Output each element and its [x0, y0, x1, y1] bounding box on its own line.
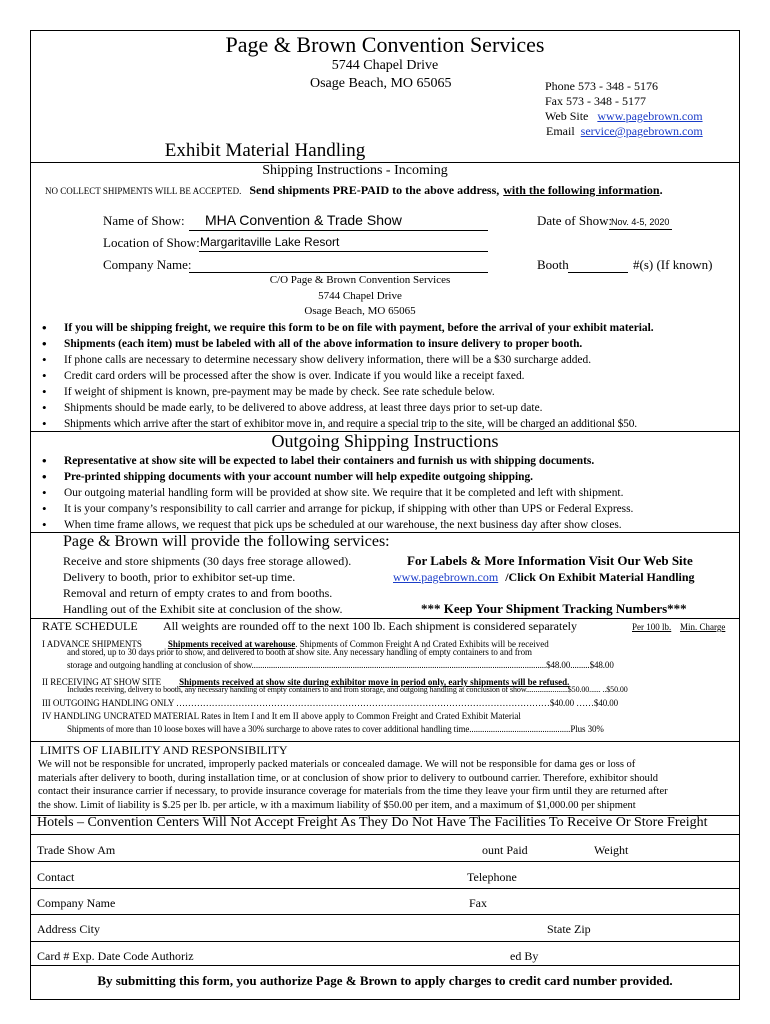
list-item: • It is your company’s responsibility to call carrier and arrange for pickup, if shipping with other than UPS or Federal Express.	[40, 501, 633, 517]
rate-row-2-line2: Includes receiving, delivery to booth, any necessary handling of empty containers to and from storage, and outgoing handling at conclusion of show......................$50.00...... ..$50.00	[67, 685, 628, 694]
rate-rounding-note: All weights are rounded off to the next 100 lb. Each shipment is considered separately	[163, 619, 577, 633]
company-email	[546, 124, 703, 139]
date-of-show-underline	[609, 229, 672, 230]
service-item: Removal and return of empty crates to and from booths.	[63, 586, 333, 600]
list-item: • Shipments should be made early, to be delivered to above address, at least three days prior to set-up date.	[40, 400, 654, 416]
rate-schedule-heading: RATE SCHEDULE	[42, 619, 138, 633]
company-address-line1: 5744 Chapel Drive	[331, 58, 439, 73]
website-link[interactable]: www.pagebrown.com	[597, 109, 703, 123]
company-phone: Phone 573 - 348 - 5176	[545, 79, 658, 93]
list-item: • Shipments (each item) must be labeled with all of the above information to insure delivery to proper booth.	[40, 336, 654, 352]
date-of-show-label: Date of Show:	[537, 213, 613, 228]
location-underline	[199, 251, 488, 252]
liability-line: contact their insurance carrier if necessary, to provide insurance coverage for materials from the time they leave your firm until they are returned after	[38, 786, 668, 798]
prepaid-notice	[45, 181, 663, 199]
company-website	[545, 109, 703, 124]
no-collect-text: NO COLLECT SHIPMENTS WILL BE ACCEPTED.	[45, 186, 242, 196]
list-item: • When time frame allows, we request that pick ups be scheduled at our warehouse, the next business day after show closes.	[40, 517, 633, 533]
field-divider[interactable]	[30, 941, 740, 942]
list-item: • Representative at show site will be expected to label their containers and furnish us with shipping documents.	[40, 453, 633, 469]
send-prepaid-text: Send shipments PRE-PAID to the above address,	[249, 183, 500, 197]
field-divider[interactable]	[30, 914, 740, 915]
labels-website-link[interactable]: www.pagebrown.com	[393, 570, 499, 584]
amount-paid-label: ount Paid	[482, 843, 528, 857]
company-name: Page & Brown Convention Services	[225, 32, 545, 57]
list-item: • If phone calls are necessary to determine necessary show delivery information, there will be a $30 surcharge added.	[40, 352, 654, 368]
booth-suffix: #(s) (If known)	[633, 257, 713, 272]
company-address-line2: Osage Beach, MO 65065	[310, 76, 452, 91]
co-line3: Osage Beach, MO 65065	[304, 305, 416, 317]
labels-website-suffix: /Click On Exhibit Material Handling	[505, 570, 695, 584]
service-item: Handling out of the Exhibit site at conclusion of the show.	[63, 602, 343, 616]
field-divider[interactable]	[30, 861, 740, 862]
name-of-show-label: Name of Show:	[103, 213, 185, 228]
state-zip-label: State Zip	[547, 922, 591, 936]
service-item: Receive and store shipments (30 days free storage allowed).	[63, 554, 352, 568]
rate-row-1-label: I ADVANCE SHIPMENTS	[42, 639, 142, 649]
services-title: Page & Brown will provide the following services:	[63, 533, 390, 550]
liability-title: LIMITS OF LIABILITY AND RESPONSIBILITY	[40, 743, 288, 757]
email-label: Email	[546, 124, 575, 138]
name-of-show-underline	[189, 230, 488, 231]
name-of-show-value[interactable]: MHA Convention & Trade Show	[205, 212, 402, 228]
rate-col-min-charge: Min. Charge	[680, 622, 726, 632]
liability-line: the show. Limit of liability is $.25 per lb. per article, w ith a maximum liability of $50.00 per item, and a maximum of $1,000.00 per shipment	[38, 799, 636, 811]
incoming-bullet-list	[40, 320, 654, 432]
card-number-label: Card # Exp. Date Code Authoriz	[37, 949, 194, 963]
fax-label: Fax	[469, 896, 487, 910]
period: .	[659, 183, 663, 197]
date-of-show-value[interactable]: Nov. 4-5, 2020	[611, 217, 670, 227]
field-divider[interactable]	[30, 888, 740, 889]
labels-info-link-line	[393, 570, 695, 585]
contact-label: Contact	[37, 870, 75, 884]
rate-row-2-label: II RECEIVING AT SHOW SITE	[42, 677, 162, 687]
company-fax: Fax 573 - 348 - 5177	[545, 94, 646, 108]
rate-row-2-emph: Shipments received at show site during exhibitor move in period only, early shipments will be refused.	[179, 677, 570, 687]
co-line2: 5744 Chapel Drive	[318, 290, 402, 302]
list-item: • Shipments which arrive after the start of exhibitor move in, and require a special trip to the site, will be charged an additional $50.	[40, 416, 654, 432]
rate-row-3: III OUTGOING HANDLING ONLY ………………………………………………………………………………………………………………$40.00 ……$40.00	[42, 698, 619, 708]
list-item: • If you will be shipping freight, we require this form to be on file with payment, before the arrival of your exhibit material.	[40, 320, 654, 336]
rate-row-1-emph: Shipments received at warehouse	[167, 639, 296, 649]
company-name-underline[interactable]	[189, 272, 488, 273]
company-name-label: Company Name:	[103, 257, 192, 272]
rate-row-1-line2: and stored, up to 30 days prior to show, and delivered to booth at show site. Any necessary handling of empty containers to and from	[67, 647, 532, 657]
authorized-by-label: ed By	[510, 949, 539, 963]
list-item: • If weight of shipment is known, pre-payment may be made by check. See rate schedule below.	[40, 384, 654, 400]
rate-row-4-line2: Shipments of more than 10 loose boxes will have a 30% surcharge to above rates to cover additional handling time...............................................Plus 30%	[67, 724, 604, 734]
incoming-subtitle: Shipping Instructions - Incoming	[262, 163, 448, 178]
location-value[interactable]: Margaritaville Lake Resort	[200, 235, 340, 249]
rate-row-1-text: . Shipments of Common Freight A nd Crated Exhibits will be received	[295, 639, 549, 649]
service-item: Delivery to booth, prior to exhibitor set-up time.	[63, 570, 296, 584]
rate-row-4: IV HANDLING UNCRATED MATERIAL Rates in Item I and It em II above apply to Common Freight and Crated Exhibit Material	[42, 711, 521, 721]
company-name-payment-label: Company Name	[37, 896, 116, 910]
telephone-label: Telephone	[467, 870, 517, 884]
hotels-notice: Hotels – Convention Centers Will Not Accept Freight As They Do Not Have The Facilities To Receive Or Store Freight	[37, 815, 708, 830]
trade-show-amount-label: Trade Show Am	[37, 843, 116, 857]
authorization-statement: By submitting this form, you authorize Page & Brown to apply charges to credit card number provided.	[97, 973, 673, 988]
liability-line: We will not be responsible for uncrated, improperly packed materials or concealed damage. We will not be responsible for dama ges or loss of	[38, 759, 636, 770]
divider	[30, 834, 740, 835]
co-line1: C/O Page & Brown Convention Services	[269, 274, 451, 286]
outgoing-title: Outgoing Shipping Instructions	[271, 431, 499, 451]
rate-row-1-line3: storage and outgoing handling at conclusion of show.........................................................................................................................................$48.00.........$48.00	[67, 660, 614, 670]
outgoing-bullet-list	[40, 453, 633, 533]
rate-col-per-100: Per 100 lb.	[632, 622, 672, 632]
tracking-notice: *** Keep Your Shipment Tracking Numbers***	[421, 601, 687, 616]
with-info-text: with the following information	[503, 183, 660, 197]
liability-line: materials after delivery to booth, during installation time, or at conclusion of show prior to delivery to outbound carrier. Therefore, exhibitor should	[38, 772, 659, 784]
weight-label: Weight	[594, 843, 629, 857]
list-item: • Pre-printed shipping documents with your account number will help expedite outgoing shipping.	[40, 469, 633, 485]
form-title: Exhibit Material Handling	[164, 140, 366, 161]
location-label: Location of Show:	[103, 235, 200, 250]
email-link[interactable]: service@pagebrown.com	[580, 124, 703, 138]
field-divider[interactable]	[30, 965, 740, 966]
website-label: Web Site	[545, 109, 589, 123]
booth-label: Booth	[537, 257, 569, 272]
labels-info-title: For Labels & More Information Visit Our Web Site	[407, 553, 693, 568]
address-city-label: Address City	[37, 922, 100, 936]
divider	[30, 741, 740, 742]
booth-underline[interactable]	[568, 272, 628, 273]
list-item: • Our outgoing material handling form will be provided at show site. We require that it be completed and left with shipment.	[40, 485, 633, 501]
list-item: • Credit card orders will be processed after the show is over. Indicate if you would like a receipt faxed.	[40, 368, 654, 384]
liability-text	[38, 758, 668, 812]
